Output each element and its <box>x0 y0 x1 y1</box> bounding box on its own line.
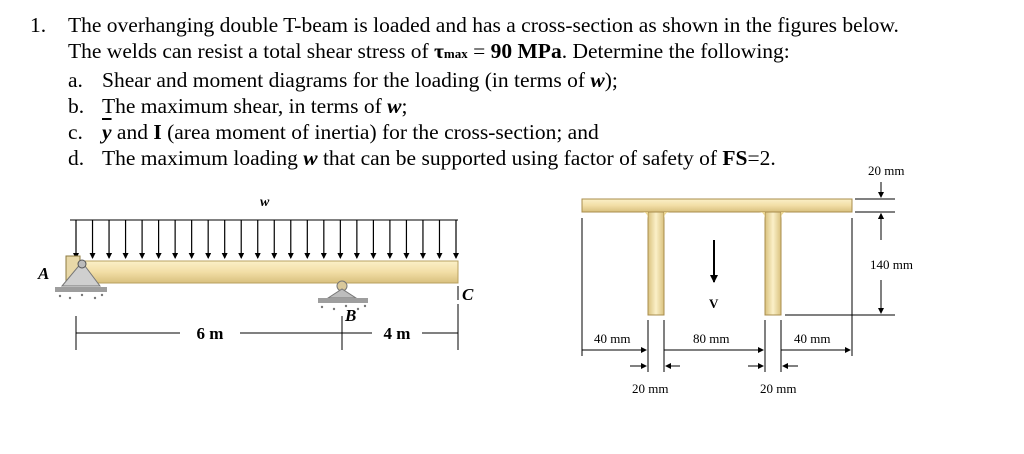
item-c-text: (area moment of inertia) for the cross-section; and <box>161 120 599 144</box>
load-label-w: w <box>260 195 270 210</box>
roller-support-b <box>318 281 368 310</box>
right-web <box>765 212 781 315</box>
item-a-end: ); <box>604 68 618 92</box>
distributed-load-arrows <box>70 220 458 258</box>
item-b-letter: b. <box>68 94 85 118</box>
item-c-ybar: $\overline{y}$ <box>102 120 112 144</box>
weld-text: The welds can resist a total shear stress of <box>68 39 434 63</box>
tau-symbol: τ <box>433 39 444 63</box>
problem-intro: The overhanging double T-beam is loaded and has a cross-section as shown in the figures below. <box>68 13 899 37</box>
item-d-fs-eq: =2 <box>747 146 771 170</box>
span-ab-label: 6 m <box>196 324 224 343</box>
beam-body <box>74 261 458 283</box>
item-b-var: w <box>387 94 402 118</box>
item-c-inertia: I <box>153 120 162 144</box>
support-a-label: A <box>38 264 50 283</box>
item-d-letter: d. <box>68 146 85 170</box>
right-overhang-label: 40 mm <box>794 331 831 346</box>
item-d-text: The maximum loading <box>102 146 304 170</box>
item-d-end: . <box>770 146 776 170</box>
stress-value: 90 MPa <box>490 39 562 63</box>
flange-thickness-label: 20 mm <box>868 163 905 178</box>
top-flange <box>582 199 852 212</box>
beam-figure <box>37 195 474 350</box>
item-a-letter: a. <box>68 68 83 92</box>
left-overhang-label: 40 mm <box>594 331 631 346</box>
item-c-letter: c. <box>68 120 83 144</box>
support-b-label: B <box>345 306 357 325</box>
width-dimensions <box>582 218 852 372</box>
span-bc-label: 4 m <box>383 324 411 343</box>
problem-number: 1. <box>30 13 47 37</box>
item-d-text-2: that can be supported using factor of safety of <box>317 146 723 170</box>
web-height-label: 140 mm <box>870 257 913 272</box>
cross-section-figure <box>582 163 913 396</box>
web-spacing-label: 80 mm <box>693 331 730 346</box>
end-c-label: C <box>462 285 474 304</box>
determine-text: . Determine the following: <box>561 39 790 63</box>
item-a-var: w <box>590 68 605 92</box>
item-b-text: The maximum shear, in terms of <box>102 94 388 118</box>
item-a-text: Shear and moment diagrams for the loading (in terms of <box>102 68 591 92</box>
equals-text: = <box>467 39 491 63</box>
item-c-and: and <box>111 120 154 144</box>
item-b-end: ; <box>401 94 408 118</box>
item-d-var: w <box>303 146 318 170</box>
shear-label: V <box>709 296 719 311</box>
tau-subscript: max <box>443 46 468 61</box>
item-d-fs: FS <box>722 146 748 170</box>
left-web <box>648 212 664 315</box>
right-web-thickness-label: 20 mm <box>760 381 797 396</box>
left-web-thickness-label: 20 mm <box>632 381 669 396</box>
